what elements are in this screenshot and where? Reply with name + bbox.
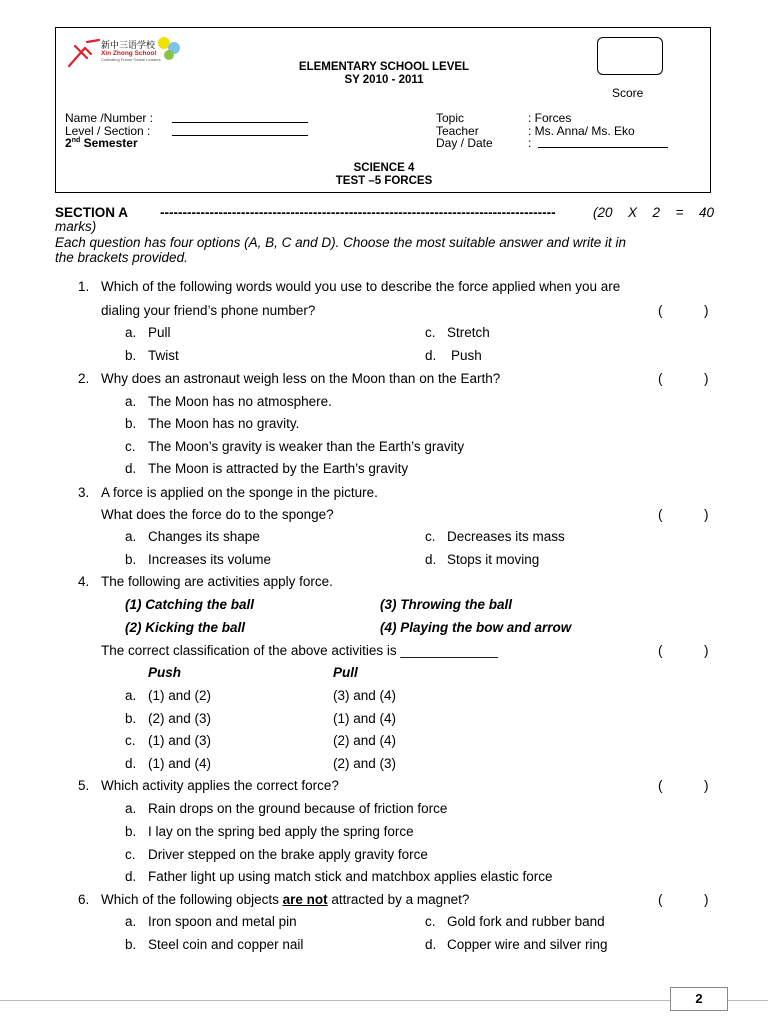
q6-answer-open: ( [658,892,663,907]
q2-c-letter: c. [125,439,136,454]
school-year: SY 2010 - 2011 [344,74,424,86]
q1-d-letter: d. [425,348,437,363]
section-title: SECTION A [55,205,129,220]
q3-d-text: Stops it moving [447,552,540,567]
q5-c-text: Driver stepped on the brake apply gravity force [148,847,428,862]
q6-c-letter: c. [425,914,436,929]
q3-a-text: Changes its shape [148,529,260,544]
q5-d-text: Father light up using match stick and matchbox applies elastic force [148,869,553,884]
q5-c-letter: c. [125,847,136,862]
q3-c-text: Decreases its mass [447,529,565,544]
q3-answer-open: ( [658,507,663,522]
level-section-field[interactable] [172,135,308,136]
section-marks-cont: marks) [55,219,97,234]
q5-b-text: I lay on the spring bed apply the spring force [148,824,414,839]
q1-answer-close: ) [704,303,709,318]
page-number: 2 [670,987,728,1011]
q1-a-text: Pull [148,325,171,340]
q4-answer-close: ) [704,643,709,658]
q4-activity-1: (1) Catching the ball [125,597,255,612]
q1-b-text: Twist [148,348,179,363]
q5-d-letter: d. [125,869,137,884]
q4-pull-heading: Pull [333,665,358,680]
q2-number: 2. [78,371,90,386]
q1-b-letter: b. [125,348,137,363]
logo-chinese-name: 新中三语学校 [101,40,156,50]
q4-a-pull: (3) and (4) [333,688,397,703]
q5-answer-open: ( [658,778,663,793]
q6-b-letter: b. [125,937,137,952]
date-colon: : [528,136,532,150]
q3-c-letter: c. [425,529,436,544]
logo-tagline: Cultivating Future Global Leaders [101,57,161,62]
q2-b-letter: b. [125,416,137,431]
date-label: Day / Date [436,136,493,150]
section-dashes: ---------------------------------------------------------------------------------------- [160,205,556,220]
q4-line-2: The correct classification of the above activities is _____________ [101,643,498,658]
q1-number: 1. [78,279,90,294]
topic-value: : Forces [528,111,572,125]
q4-a-letter: a. [125,688,137,703]
q2-c-text: The Moon’s gravity is weaker than the Earth’s gravity [148,439,465,454]
q4-d-letter: d. [125,756,137,771]
q4-c-push: (1) and (3) [148,733,212,748]
q4-text: The following are activities apply force. [101,574,333,589]
school-level: ELEMENTARY SCHOOL LEVEL [298,61,470,73]
q3-line-2: What does the force do to the sponge? [101,507,334,522]
q2-b-text: The Moon has no gravity. [148,416,300,431]
q4-activity-2: (2) Kicking the ball [125,620,246,635]
q3-line-1: A force is applied on the sponge in the picture. [101,485,378,500]
q4-d-push: (1) and (4) [148,756,212,771]
score-label: Score [612,86,644,100]
q4-a-push: (1) and (2) [148,688,212,703]
q2-text: Why does an astronaut weigh less on the Moon than on the Earth? [101,371,501,386]
q4-activity-4: (4) Playing the bow and arrow [380,620,572,635]
q2-answer-close: ) [704,371,709,386]
q3-d-letter: d. [425,552,437,567]
q4-push-heading: Push [148,665,182,680]
q4-answer-open: ( [658,643,663,658]
q6-a-letter: a. [125,914,137,929]
q4-b-pull: (1) and (4) [333,711,397,726]
score-box[interactable] [597,37,663,75]
q2-a-letter: a. [125,394,137,409]
q3-number: 3. [78,485,90,500]
date-field[interactable] [538,147,668,148]
instruction-line-1: Each question has four options (A, B, C and D). Choose the most suitable answer and write it in [55,235,627,250]
q1-line-1: Which of the following words would you use to describe the force applied when you are [101,279,621,294]
q4-d-pull: (2) and (3) [333,756,397,771]
q2-d-letter: d. [125,461,137,476]
q5-a-text: Rain drops on the ground because of friction force [148,801,448,816]
q6-b-text: Steel coin and copper nail [148,937,304,952]
footer-divider [0,1000,768,1001]
q4-c-pull: (2) and (4) [333,733,397,748]
q4-activity-3: (3) Throwing the ball [380,597,512,612]
q6-answer-close: ) [704,892,709,907]
q6-a-text: Iron spoon and metal pin [148,914,297,929]
q3-a-letter: a. [125,529,137,544]
q5-text: Which activity applies the correct force? [101,778,339,793]
q6-d-letter: d. [425,937,437,952]
instruction-line-2: the brackets provided. [55,250,188,265]
q2-a-text: The Moon has no atmosphere. [148,394,332,409]
q4-number: 4. [78,574,90,589]
q6-d-text: Copper wire and silver ring [447,937,608,952]
section-marks: (20 X 2 = 40 [593,205,714,220]
q1-c-text: Stretch [447,325,490,340]
q3-b-text: Increases its volume [148,552,272,567]
teacher-value: : Ms. Anna/ Ms. Eko [528,124,635,138]
subject-title: SCIENCE 4 [353,162,415,174]
name-label: Name /Number : [65,111,154,125]
q1-d-text: Push [451,348,482,363]
q5-number: 5. [78,778,90,793]
q2-d-text: The Moon is attracted by the Earth’s gravity [148,461,409,476]
test-title: TEST –5 FORCES [335,175,433,187]
q1-answer-open: ( [658,303,663,318]
topic-label: Topic [436,111,465,125]
q6-number: 6. [78,892,90,907]
teacher-label: Teacher [436,124,479,138]
semester-label: 2nd Semester [65,136,138,150]
logo-english-name: Xin Zhong School [101,50,157,57]
q1-line-2: dialing your friend’s phone number? [101,303,316,318]
name-field[interactable] [172,122,308,123]
level-section-label: Level / Section : [65,124,151,138]
q5-b-letter: b. [125,824,137,839]
q6-emphasis: are not [282,892,328,907]
q6-c-text: Gold fork and rubber band [447,914,605,929]
q2-answer-open: ( [658,371,663,386]
q1-c-letter: c. [425,325,436,340]
q4-c-letter: c. [125,733,136,748]
q3-b-letter: b. [125,552,137,567]
q5-a-letter: a. [125,801,137,816]
q6-text: Which of the following objects are not attracted by a magnet? [101,892,470,907]
q1-a-letter: a. [125,325,137,340]
q3-answer-close: ) [704,507,709,522]
q4-b-letter: b. [125,711,137,726]
q4-b-push: (2) and (3) [148,711,212,726]
q5-answer-close: ) [704,778,709,793]
